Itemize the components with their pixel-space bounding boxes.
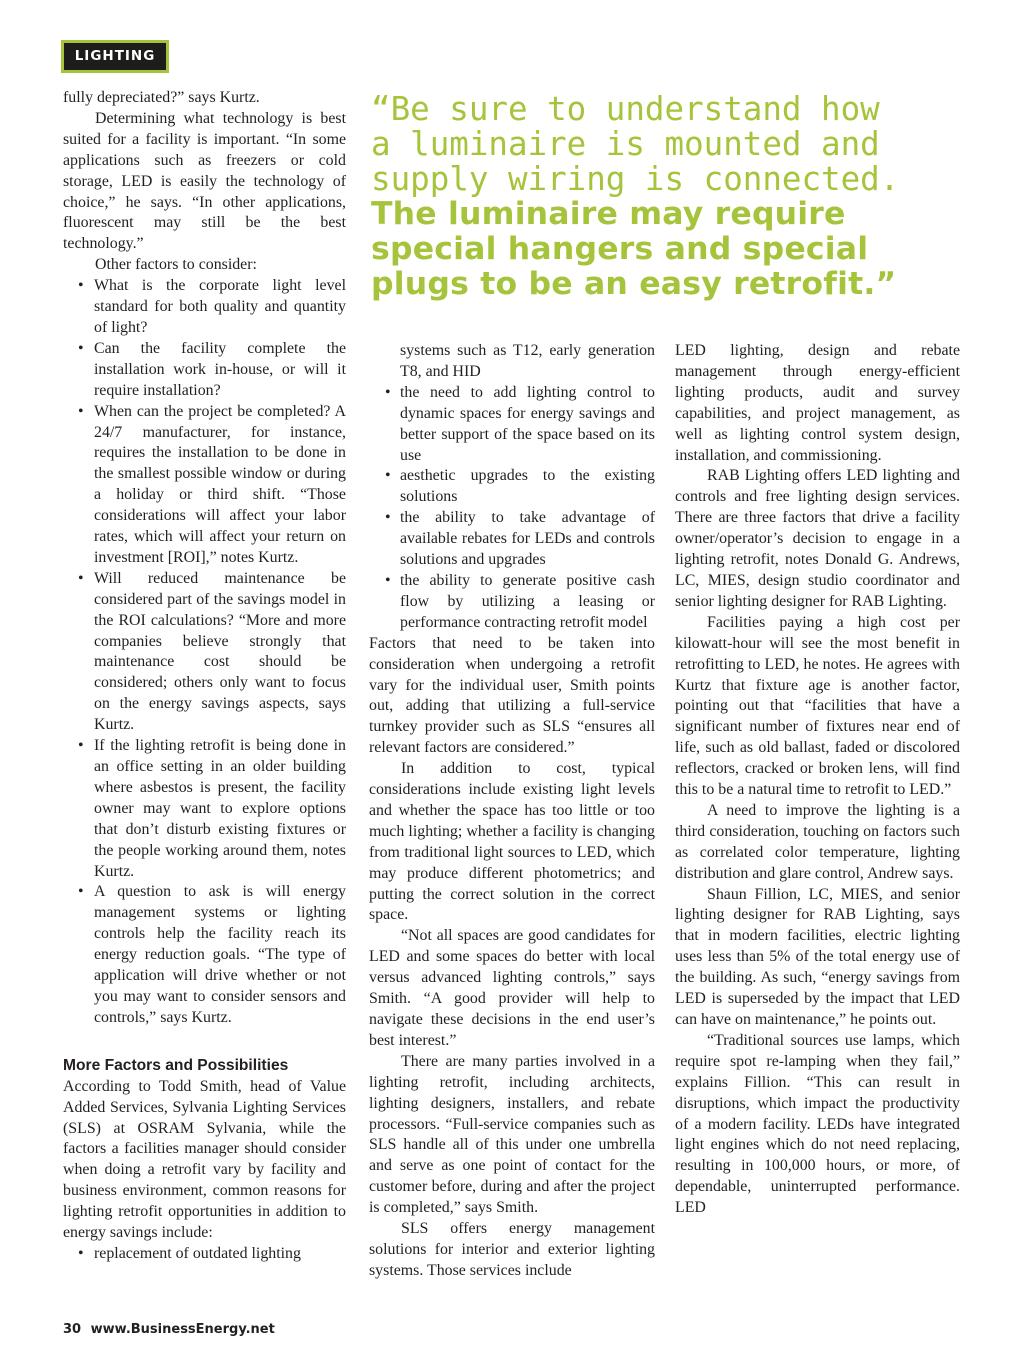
paragraph: Other factors to consider: (95, 256, 257, 274)
pull-quote-bold-line: plugs to be an easy retrofit.” (371, 266, 897, 302)
pull-quote-bold-line: special hangers and special (371, 231, 869, 267)
paragraph: Factors that need to be taken into consideration when undergoing a retrofit vary for the individual user, Smith points out, adding that utilizing a full-service turnkey provider such as SLS “ensures all relevant factors are considered.” (369, 634, 655, 757)
list-item: • the ability to generate positive cash flow by utilizing a leasing or performance contracting retrofit model (400, 571, 655, 634)
list-item: • If the lighting retrofit is being done in an office setting in an older building where asbestos is present, the facility owner may want to explore options that don’t disturb existing fixtures or the people working around them, notes Kurtz. (94, 736, 346, 882)
section-tag: LIGHTING (61, 40, 169, 73)
list-item: • replacement of outdated lighting (94, 1244, 346, 1265)
factors-list (94, 276, 346, 1029)
paragraph: LED lighting, design and rebate management through energy-efficient lighting products, audit and survey capabilities, and project management, as well as lighting control system design, installation, and commissioning. (675, 342, 960, 464)
paragraph: Determining what technology is best suited for a facility is important. “In some applications such as freezers or cold storage, LED is easily the technology of choice,” he says. “In other applications, fluorescent may still be the best technology.” (63, 109, 346, 253)
pull-quote-line: supply wiring is connected. (371, 160, 900, 198)
paragraph: “Not all spaces are good candidates for LED and some spaces do better with local versus advanced lighting controls,” says Smith. “A good provider will help to navigate these decisions in the end user’s best interest.” (369, 927, 655, 1049)
list-item: • the need to add lighting control to dynamic spaces for energy savings and better support of the space based on its use (400, 383, 655, 467)
subheading: More Factors and Possibilities (63, 1056, 289, 1074)
list-item: • When can the project be completed? A 24/7 manufacturer, for instance, requires the installation to be done in the smallest possible window or during a holiday or third shift. “Those considerations will affect your labor rates, which will affect your return on investment [ROI],” notes Kurtz. (94, 402, 346, 569)
list-item: • Can the facility complete the installation work in-house, or will it require installation? (94, 339, 346, 402)
page-number: 30 (63, 1322, 82, 1337)
reasons-list-continued (400, 341, 655, 634)
paragraph: There are many parties involved in a lighting retrofit, including architects, lighting designers, installers, and rebate processors. “Full-service companies such as SLS handle all of this under one umbrella and serve as one point of contact for the customer before, during and after the project is completed,” says Smith. (369, 1052, 655, 1217)
article-column-1 (63, 88, 346, 1265)
list-item: • aesthetic upgrades to the existing solutions (400, 466, 655, 508)
article-column-3 (675, 341, 960, 1219)
paragraph: In addition to cost, typical considerations include existing light levels and whether the space has too little or too much lighting; whether a facility is changing from traditional light sources to LED, which may produce different photometrics; and putting the correct solution in the correct space. (369, 760, 655, 924)
website-url: www.BusinessEnergy.net (90, 1322, 275, 1337)
paragraph: Shaun Fillion, LC, MIES, and senior lighting designer for RAB Lighting, says that in modern facilities, electric lighting uses less than 5% of the total energy use of the building. As such, “energy savings from LED is superseded by the impact that LED can have on maintenance,” he points out. (675, 885, 960, 1028)
list-item: • What is the corporate light level standard for both quality and quantity of light? (94, 276, 346, 339)
pull-quote-bold-line: The luminaire may require (371, 196, 846, 232)
article-column-2 (369, 341, 655, 1282)
pull-quote (371, 92, 971, 302)
pull-quote-line: “Be sure to understand how (371, 90, 880, 128)
paragraph: Facilities paying a high cost per kilowatt-hour will see the most benefit in retrofitting to LED, he notes. He agrees with Kurtz that fixture age is another factor, pointing out that “facilities that have a significant number of fixtures near end of life, such as old ballast, faded or discolored reflectors, cracked or broken lens, will find this to be a natural time to retrofit to LED.” (675, 613, 960, 799)
list-item: • A question to ask is will energy management systems or lighting controls help the facility reach its energy reduction goals. “The type of application will drive whether or not you may want to consider sensors and controls,” says Kurtz. (94, 882, 346, 1028)
list-item: • Will reduced maintenance be considered part of the savings model in the ROI calculations? “More and more companies believe strongly that maintenance cost should be considered; others only want to focus on the energy savings aspects, says Kurtz. (94, 569, 346, 736)
paragraph: fully depreciated?” says Kurtz. (63, 89, 260, 106)
paragraph: SLS offers energy management solutions for interior and exterior lighting systems. Those services include (369, 1220, 655, 1279)
pull-quote-line: a luminaire is mounted and (371, 125, 880, 163)
list-item: • the ability to take advantage of available rebates for LEDs and controls solutions and upgrades (400, 508, 655, 571)
paragraph: RAB Lighting offers LED lighting and controls and free lighting design services. There are three factors that drive a facility owner/operator’s decision to engage in a lighting retrofit, notes Donald G. Andrews, LC, MIES, design studio coordinator and senior lighting designer for RAB Lighting. (675, 467, 960, 610)
paragraph: “Traditional sources use lamps, which require spot re-lamping when they fail,” explains Fillion. “This can result in disruptions, which impact the productivity of a modern facility. LEDs have integrated light engines which do not need replacing, resulting in 100,000 hours, or more, of dependable, uninterrupted performance. LED (675, 1031, 960, 1217)
list-item: systems such as T12, early generation T8, and HID (400, 342, 655, 380)
paragraph: A need to improve the lighting is a third consideration, touching on factors such as correlated color temperature, lighting distribution and glare control, Andrew says. (675, 801, 960, 882)
paragraph: According to Todd Smith, head of Value Added Services, Sylvania Lighting Services (SLS) at OSRAM Sylvania, while the factors a facilities manager should consider when doing a retrofit vary by facility and business environment, common reasons for lighting retrofit opportunities in addition to energy savings include: (63, 1077, 346, 1242)
reasons-list (94, 1244, 346, 1265)
page-footer (63, 1322, 275, 1337)
